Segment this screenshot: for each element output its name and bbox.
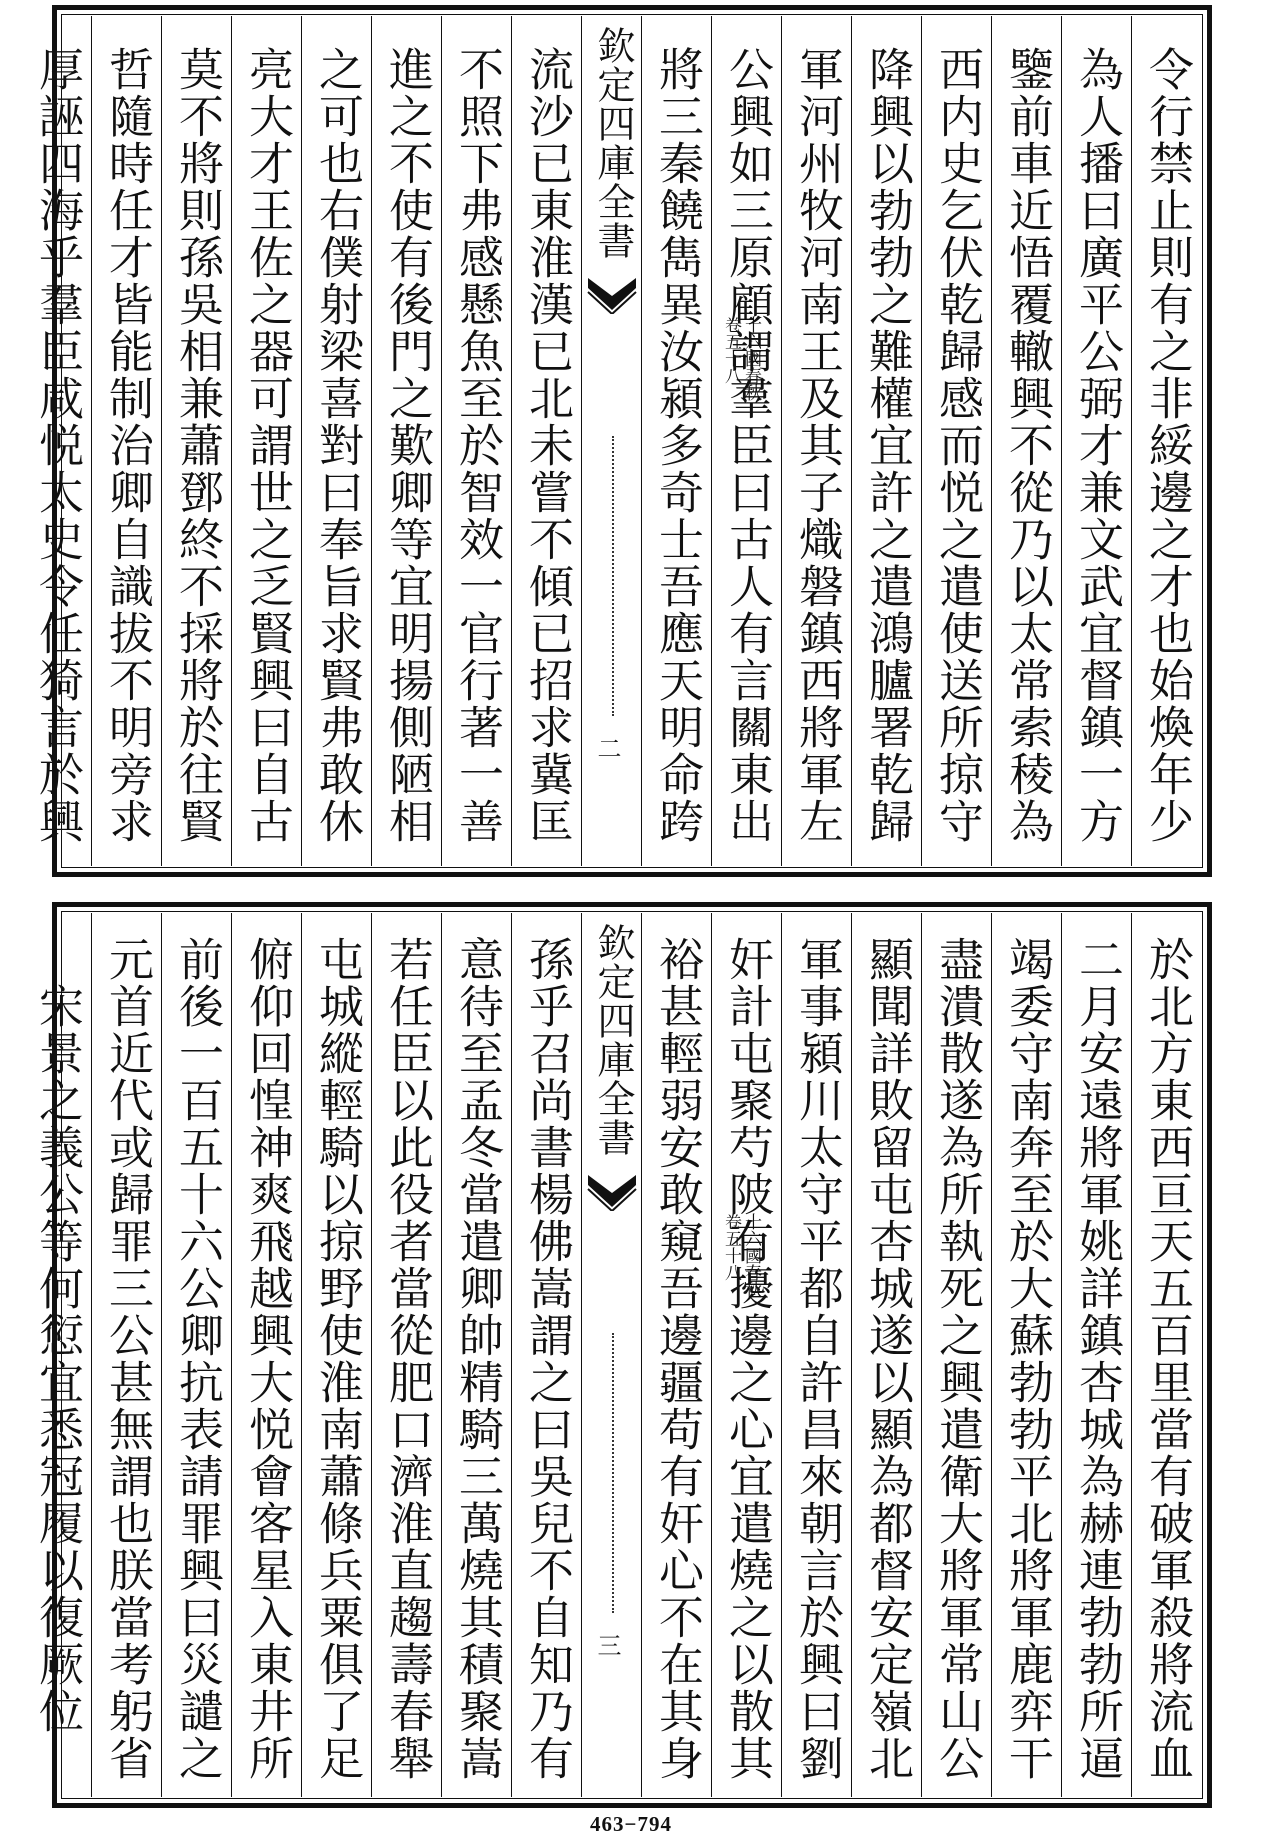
text-column: 進之不使有後門之歎卿等宜明揚側陋相 [371, 16, 441, 866]
gutter-title: 欽定四庫全書 [591, 923, 635, 1157]
text-column: 竭委守南奔至於大蘇勃勃平北將軍鹿弈干 [991, 913, 1061, 1797]
gutter-book-title: 十六國春秋 [741, 316, 761, 401]
text-column: 哲隨時任才皆能制治卿自識拔不明旁求 [91, 16, 161, 866]
gutter-volume: 卷五十八 [721, 1213, 741, 1281]
text-column: 不照下弗感懸魚至於智效一官行著一善 [441, 16, 511, 866]
gutter-divider [612, 1333, 614, 1613]
top-page [31, 5, 1212, 877]
text-column: 莫不將則孫吳相兼蕭鄧終不採將於往賢 [161, 16, 231, 866]
text-column: 軍河州牧河南王及其子熾磐鎮西將軍左 [781, 16, 851, 866]
gutter-title: 欽定四庫全書 [591, 26, 635, 260]
top-page-columns [31, 16, 1201, 866]
page-footer-label: 463−794 [590, 1812, 672, 1836]
gutter-volume: 卷五十八 [721, 316, 741, 384]
gutter-page-number: 二 [593, 736, 621, 760]
text-column: 令行禁止則有之非綏邊之才也始煥年少 [1131, 16, 1201, 866]
fishtail-icon [586, 1171, 638, 1211]
bottom-page [31, 902, 1212, 1808]
text-column: 之可也右僕射梁喜對曰奉旨求賢弗敢休 [301, 16, 371, 866]
text-column: 亮大才王佐之器可謂世之乏賢興曰自古 [231, 16, 301, 866]
text-column: 為人播曰廣平公弼才兼文武宜督鎮一方 [1061, 16, 1131, 866]
text-column: 軍事潁川太守平都自許昌來朝言於興曰劉 [781, 913, 851, 1797]
text-column: 西内史乞伏乾歸感而悦之遣使送所掠守 [921, 16, 991, 866]
text-column: 孫乎召尚書楊佛嵩謂之曰吳兒不自知乃有 [511, 913, 581, 1797]
text-column: 前後一百五十六公卿抗表請罪興曰災譴之 [161, 913, 231, 1797]
text-column: 厚誣四海乎羣臣咸悦太史令任猗言於興 [31, 45, 84, 845]
text-column: 將三秦饒雋異汝潁多奇士吾應天明命跨 [641, 16, 711, 866]
text-column: 二月安遠將軍姚詳鎮杏城為赫連勃勃所逼 [1061, 913, 1131, 1797]
text-column: 於北方東西亘天五百里當有破軍殺將流血 [1131, 913, 1201, 1797]
text-column: 公興如三原顧謂羣臣曰古人有言關東出 [711, 16, 781, 866]
text-column: 若任臣以此役者當從肥口濟淮直趨壽春舉 [371, 913, 441, 1797]
gutter-page-number: 三 [593, 1633, 621, 1657]
text-column: 流沙已東淮漢已北未嘗不傾已招求冀匡 [511, 16, 581, 866]
gutter-book-title: 十六國春秋 [741, 1213, 761, 1298]
text-column: 屯城縱輕騎以掠野使淮南蕭條兵粟俱了足 [301, 913, 371, 1797]
text-column: 宋景之義公等何愆宜悉冠履以復厥位 [31, 983, 84, 1735]
text-column: 裕甚輕弱安敢窺吾邊疆苟有奸心不在其身 [641, 913, 711, 1797]
text-column: 盡潰散遂為所執死之興遣衛大將軍常山公 [921, 913, 991, 1797]
text-column: 元首近代或歸罪三公甚無謂也朕當考躬省 [91, 913, 161, 1797]
gutter-divider [612, 436, 614, 716]
text-column: 意待至孟冬當遣卿帥精騎三萬燒其積聚嵩 [441, 913, 511, 1797]
text-column: 降興以勃勃之難權宜許之遣鴻臚署乾歸 [851, 16, 921, 866]
text-column: 奸計屯聚芍陂有擾邊之心宜遣燒之以散其 [711, 913, 781, 1797]
text-column: 顯聞詳敗留屯杏城遂以顯為都督安定嶺北 [851, 913, 921, 1797]
text-column: 鑒前車近悟覆轍興不從乃以太常索稜為 [991, 16, 1061, 866]
gutter-meta [596, 316, 760, 401]
text-column: 俯仰回惶神爽飛越興大悦會客星入東井所 [231, 913, 301, 1797]
bottom-page-columns [31, 913, 1201, 1797]
fishtail-icon [586, 274, 638, 314]
gutter-meta [596, 1213, 760, 1298]
